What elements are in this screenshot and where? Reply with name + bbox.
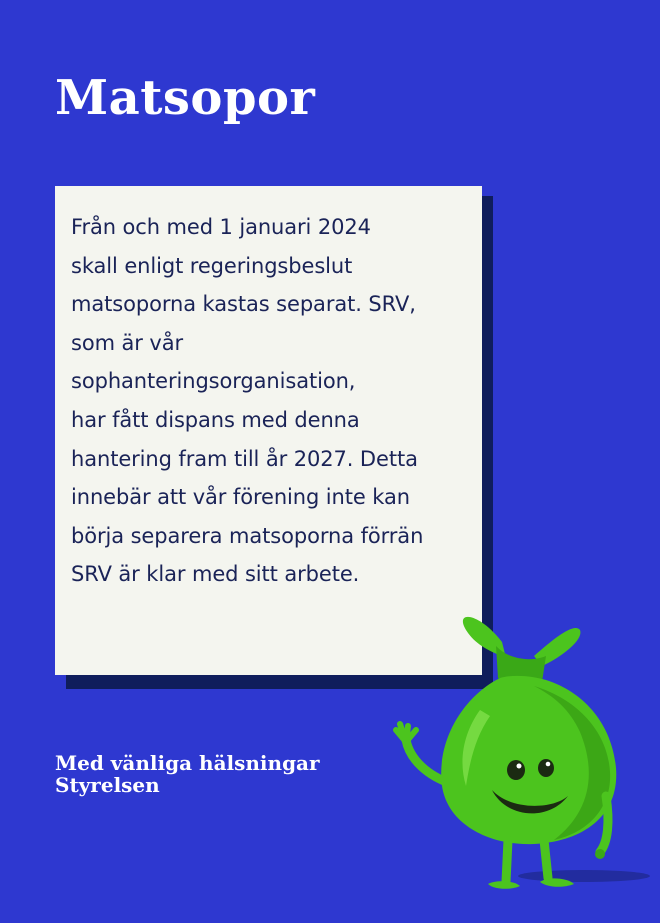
mascot-left-eye (507, 760, 525, 780)
mascot-right-leg (544, 840, 548, 878)
notice-text: Från och med 1 januari 2024 skall enligt regeringsbeslut matsoporna kastas separat. SRV, som är vår sophanteringsorganisation, har fått dispans med denna hantering fram till år 2027. Detta innebär att vår förening inte kan börja separera matsoporna förrän SRV är klar med sitt arbete. (71, 215, 424, 587)
smiling-garbage-bag-icon (384, 600, 660, 923)
signoff (55, 752, 320, 796)
mascot-left-foot (488, 881, 520, 889)
page-title: Matsopor (55, 70, 316, 126)
mascot-left-leg (506, 840, 508, 882)
mascot-right-eye (538, 759, 554, 777)
signoff-sender: Styrelsen (55, 773, 160, 797)
mascot-ground-shadow (518, 870, 650, 882)
signoff-greeting: Med vänliga hälsningar (55, 751, 320, 775)
mascot-left-hand (396, 724, 416, 742)
